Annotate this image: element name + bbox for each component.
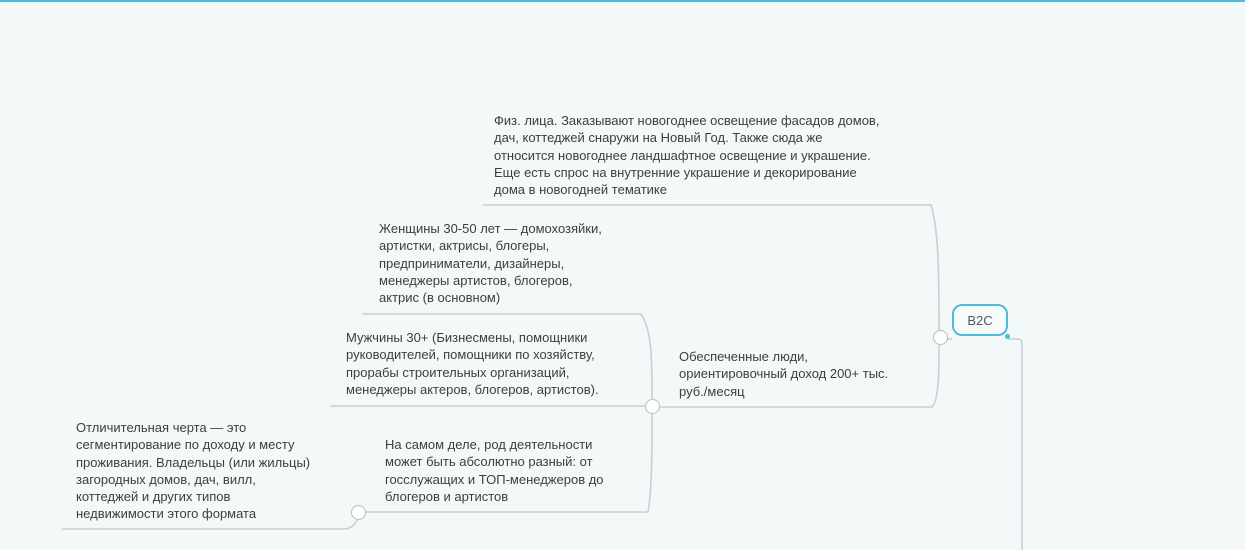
node-otlichitelnaya[interactable]: Отличительная черта — это сегментирование по доходу и месту проживания. Владельцы (или жильцы) загородных домов, дач, вилл, коттеджей и других типов недвижимости этого формата (76, 420, 311, 522)
mindmap-root-node-b2c[interactable] (952, 304, 1008, 336)
root-node-anchor (1005, 334, 1010, 339)
collapse-toggle-na-samom-dele-children[interactable] (351, 505, 366, 520)
node-muzhchiny[interactable]: Мужчины 30+ (Бизнесмены, помощники руководителей, помощники по хозяйству, прорабы строительных организаций, менеджеры актеров, блогеров, артистов). (346, 330, 599, 397)
connector-root-down (1008, 339, 1022, 550)
node-na-samom-dele[interactable]: На самом деле, род деятельности может быть абсолютно разный: от госслужащих и ТОП-менеджеров до блогеров и артистов (385, 437, 604, 504)
node-fiz-lica[interactable]: Физ. лица. Заказывают новогоднее освещение фасадов домов, дач, коттеджей снаружи на Новый Год. Также сюда же относится новогоднее ландшафтное освещение и украшение. Еще есть спрос на внутренние украшение и декорирование дома в новогодней тематике (494, 113, 880, 198)
node-zhenshchiny[interactable]: Женщины 30-50 лет — домохозяйки, артистки, актрисы, блогеры, предприниматели, дизайнеры, менеджеры артистов, блогеров, актрис (в основном) (379, 221, 602, 306)
root-node-label: B2C (967, 312, 993, 328)
collapse-toggle-obespechennye-children[interactable] (645, 399, 660, 414)
collapse-toggle-b2c-children[interactable] (933, 330, 948, 345)
node-obespechennye[interactable]: Обеспеченные люди, ориентировочный доход 200+ тыс. руб./месяц (679, 349, 889, 399)
